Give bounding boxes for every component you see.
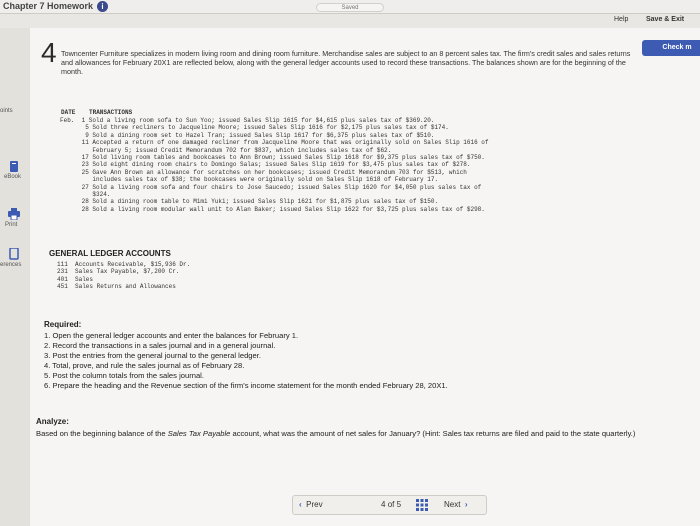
pagination-bar bbox=[292, 495, 487, 515]
print-icon[interactable] bbox=[8, 208, 20, 220]
print-label[interactable]: Print bbox=[5, 222, 18, 228]
next-button[interactable] bbox=[444, 500, 468, 509]
transaction-row: 27 Sold a living room sofa and four chairs to Jose Saucedo; issued Sales Slip 1620 for $4,050 plus sales tax of bbox=[60, 183, 482, 191]
page-total: 5 bbox=[396, 500, 402, 509]
next-label: Next bbox=[444, 500, 461, 509]
ebook-icon[interactable] bbox=[9, 161, 19, 173]
save-exit-button[interactable]: Save & Exit bbox=[646, 16, 685, 23]
required-list bbox=[44, 331, 448, 391]
page-of: of bbox=[387, 500, 395, 509]
references-label[interactable]: erences bbox=[0, 262, 22, 268]
required-item: 3. Post the entries from the general journal to the general ledger. bbox=[44, 351, 261, 360]
prev-label: Prev bbox=[306, 500, 323, 509]
sidebar bbox=[0, 28, 30, 526]
required-title: Required: bbox=[44, 320, 82, 329]
question-number: 4 bbox=[41, 37, 57, 68]
transactions-list bbox=[60, 117, 660, 213]
assignment-title: Chapter 7 Homework bbox=[3, 1, 94, 11]
points-label: oints bbox=[0, 108, 13, 114]
chevron-right-icon: › bbox=[464, 500, 468, 509]
required-item: 4. Total, prove, and rule the sales journal as of February 28. bbox=[44, 361, 245, 370]
transaction-row: Feb. 1 Sold a living room sofa to Sun Yoo; issued Sales Slip 1615 for $4,615 plus sales tax of $369.20. bbox=[60, 117, 435, 124]
transaction-row: 5 Sold three recliners to Jacqueline Moore; issued Sales Slip 1616 for $2,175 plus sales tax of $174. bbox=[60, 124, 449, 132]
required-item: 2. Record the transactions in a sales journal and in a general journal. bbox=[44, 341, 276, 350]
ledger-account: 451 Sales Returns and Allowances bbox=[57, 283, 176, 291]
transaction-row: 9 Sold a dining room set to Hazel Tran; issued Sales Slip 1617 for $6,375 plus sales tax of $510. bbox=[60, 131, 435, 139]
required-item: 6. Prepare the heading and the Revenue section of the firm's income statement for the month ended February 28, 20X1. bbox=[44, 381, 448, 390]
transaction-row: February 5; issued Credit Memorandum 702 for $837, which includes sales tax of $62. bbox=[60, 146, 392, 154]
references-icon[interactable] bbox=[9, 248, 19, 260]
transaction-row: 28 Sold a dining room table to Mimi Yuki; issued Sales Slip 1621 for $1,875 plus sales tax of $150. bbox=[60, 198, 439, 206]
required-item: 1. Open the general ledger accounts and enter the balances for February 1. bbox=[44, 331, 299, 340]
transactions-header bbox=[61, 109, 132, 116]
question-intro: Towncenter Furniture specializes in modern living room and dining room furniture. Merchandise sales are subject to an 8 percent sales tax. The firm's credit sales and sales returns and allowances for February 20X1 are reflected below, along with the general ledger accounts used to record these transactions. The balances shown are for the beginning of the month. bbox=[61, 49, 631, 76]
transaction-row: includes sales tax of $38; the bookcases were originally sold on Sales Slip 1618 of February 17. bbox=[60, 176, 439, 184]
ledger-account: 401 Sales bbox=[57, 275, 94, 283]
top-bar bbox=[0, 0, 700, 14]
transaction-row: 17 Sold living room tables and bookcases to Ann Brown; issued Sales Slip 1618 for $9,375 plus sales tax of $750. bbox=[60, 154, 485, 162]
analyze-text bbox=[36, 429, 656, 439]
transaction-row: 11 Accepted a return of one damaged recliner from Jacqueline Moore that was originally sold on Sales Slip 1616 of bbox=[60, 139, 489, 147]
date-column-header: DATE bbox=[61, 109, 76, 116]
analyze-title: Analyze: bbox=[36, 417, 69, 426]
question-panel bbox=[30, 28, 700, 526]
ebook-label[interactable]: eBook bbox=[4, 174, 22, 180]
analyze-text-account: Sales Tax Payable bbox=[167, 429, 231, 438]
analyze-text-part: account, what was the amount of net sales for January? (Hint: Sales tax returns are filed and paid to the state quarterly.) bbox=[230, 429, 636, 438]
info-icon[interactable]: i bbox=[97, 1, 108, 12]
page-indicator bbox=[381, 500, 401, 509]
transaction-row: $324. bbox=[60, 191, 111, 199]
page-current: 4 bbox=[381, 500, 386, 509]
transactions-column-header: TRANSACTIONS bbox=[89, 109, 133, 116]
transaction-row: 28 Sold a living room modular wall unit to Alan Baker; issued Sales Slip 1622 for $3,725 plus sales tax of $298. bbox=[60, 205, 485, 213]
chevron-left-icon: ‹ bbox=[299, 500, 302, 509]
general-ledger-list bbox=[57, 261, 190, 291]
check-my-work-button[interactable]: Check m bbox=[642, 40, 700, 56]
ledger-account: 111 Accounts Receivable, $15,936 Dr. bbox=[57, 261, 191, 268]
transaction-row: 25 Gave Ann Brown an allowance for scratches on her bookcases; issued Credit Memorandum 703 for $513, which bbox=[60, 168, 467, 176]
transaction-row: 23 Sold eight dining room chairs to Domingo Salas; issued Sales Slip 1619 for $3,475 plus sales tax of $278. bbox=[60, 161, 471, 169]
grid-icon[interactable] bbox=[416, 499, 428, 511]
header-toolbar bbox=[0, 14, 700, 28]
saved-status: Saved bbox=[316, 3, 384, 12]
analyze-text-part: Based on the beginning balance of the bbox=[36, 429, 168, 438]
required-item: 5. Post the column totals from the sales journal. bbox=[44, 371, 204, 380]
prev-button[interactable] bbox=[299, 500, 323, 509]
ledger-account: 231 Sales Tax Payable, $7,200 Cr. bbox=[57, 268, 180, 276]
help-link[interactable]: Help bbox=[614, 16, 629, 23]
general-ledger-title: GENERAL LEDGER ACCOUNTS bbox=[49, 249, 171, 258]
